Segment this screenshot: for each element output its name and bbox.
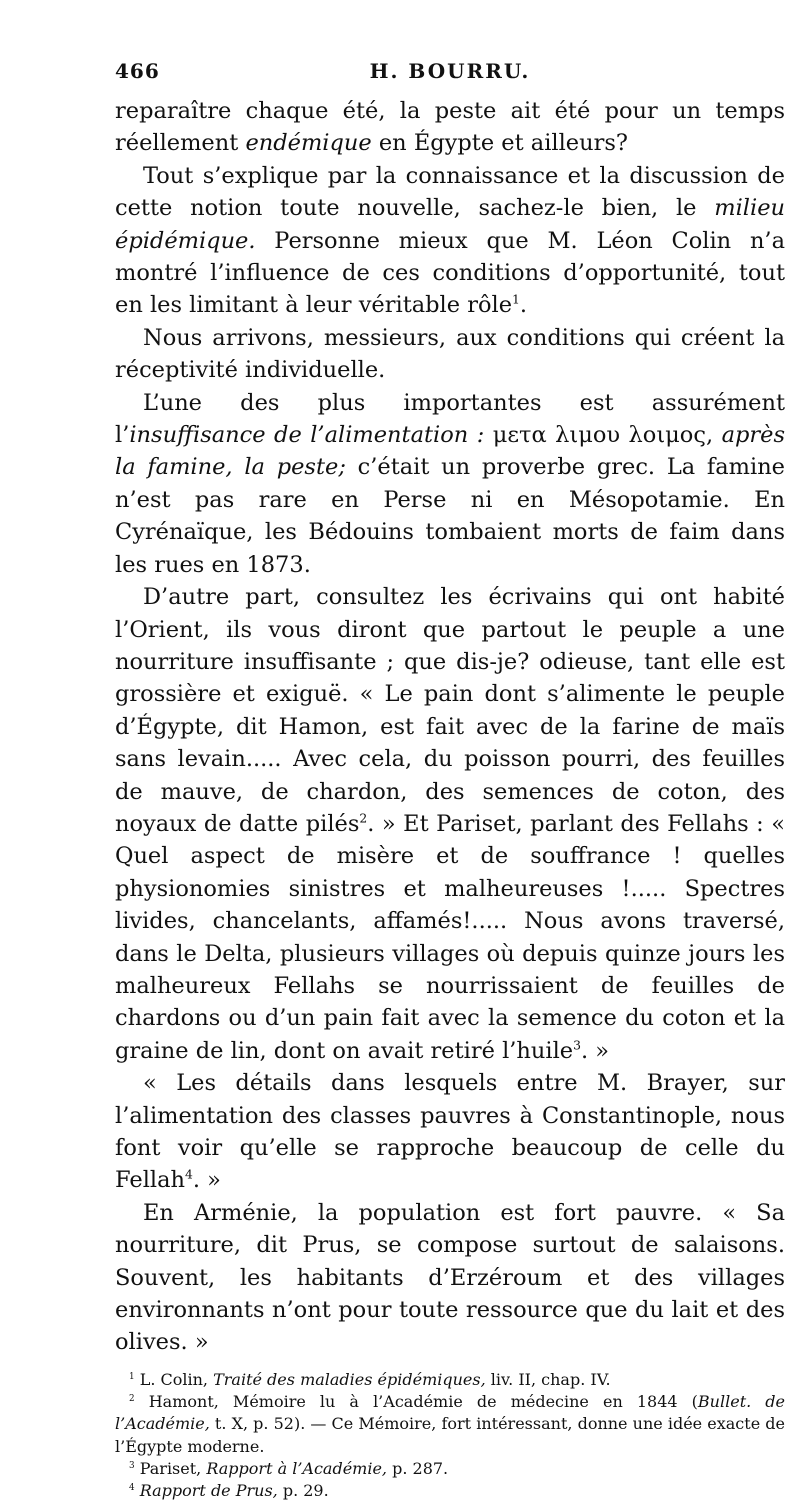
footnote: $^2$ Hamont, Mémoire lu à l’Académie de médecine en 1844 (Bullet. de l’Académie, t. X, p. 52). — Ce Mémoire, fort intéressant, donne une idée exacte de l’Égypte moderne. [115,1392,786,1456]
footnotes [115,1369,785,1503]
footnote: $^1$ L. Colin, Traité des maladies épidémiques, liv. II, chap. IV. [129,1369,611,1389]
greek-proverb: μετα λιμου λοιμος, [484,422,722,449]
running-title: H. BOURRU. [369,59,531,83]
footnote-ref: 2 [359,811,368,826]
paragraph: « Les détails dans lesquels entre M. Brayer, sur l’alimentation des classes pauvres à Constantinople, nous font voir qu’elle se rapproche beaucoup de celle du Fellah$^4$. » [115,1070,785,1194]
paragraph: Tout s’explique par la connaissance et la discussion de cette notion toute nouvelle, sachez-le bien, le milieu épidémique. Personne mieux que M. Léon Colin n’a montré l’influence de ces conditions d’opportunité, tout en les limitant à leur véritable rôle$^1$. [115,162,785,319]
footnote-ref: 3 [573,1038,581,1053]
footnote: $^4$ Rapport de Prus, p. 29. [129,1481,329,1501]
paragraph: D’autre part, consultez les écrivains qui ont habité l’Orient, ils vous diront que partout le peuple a une nourriture insuffisante ; que dis-je? odieuse, tant elle est grossière et exiguë. « Le pain dont s’alimente le peuple d’Égypte, dit Hamon, est fait avec de la farine de maïs sans levain..... Avec cela, du poisson pourri, des feuilles de mauve, de chardon, des semences de coton, des noyaux de datte pilés$^2$. » Et Pariset, parlant des Fellahs : « Quel aspect de misère et de souffrance ! quelles physionomies sinistres et malheureuses !..... Spectres livides, chancelants, affamés!..... Nous avons traversé, dans le Delta, plusieurs villages où depuis quinze jours les malheureux Fellahs se nourrissaient de feuilles de chardons ou d’un pain fait avec la semence du coton et la graine de lin, dont on avait retiré l’huile$^3$. » [115,584,785,1064]
paragraph: reparaître chaque été, la peste ait été pour un temps réellement endémique en Égypte et ailleurs? [115,98,785,157]
page-number: 466 [115,59,160,83]
footnote: $^3$ Pariset, Rapport à l’Académie, p. 287. [129,1459,449,1479]
book-page [115,55,785,1503]
footnote-ref: 4 [185,1167,193,1182]
page-header [115,55,785,91]
paragraph: En Arménie, la population est fort pauvre. « Sa nourriture, dit Prus, se compose surtout de salaisons. Souvent, les habitants d’Erzéroum et des villages environnants n’ont pour toute ressource que du lait et des olives. » [115,1199,785,1356]
body-text [115,95,785,1359]
paragraph: Nous arrivons, messieurs, aux conditions qui créent la réceptivité individuelle. [115,324,785,384]
paragraph: L’une des plus importantes est assurément l’insuffisance de l’alimentation : μετα λιμου λοιμος, après la famine, la peste; c’était un proverbe grec. La famine n’est pas rare en Perse ni en Mésopotamie. En Cyrénaïque, les Bédouins tombaient morts de faim dans les rues en 1873. [115,389,786,578]
footnote-ref: 1 [512,292,520,307]
